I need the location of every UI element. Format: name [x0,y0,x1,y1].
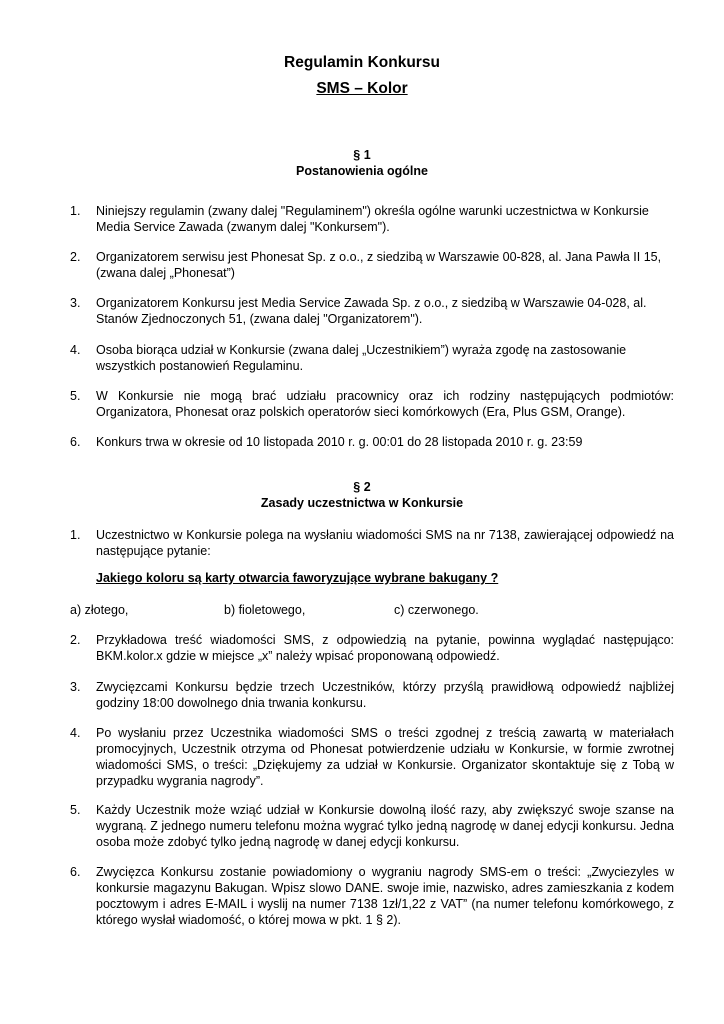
item-text: W Konkursie nie mogą brać udziału pracownicy oraz ich rodziny następujących podmiotów: Organizatora, Phonesat oraz polskich operatorów sieci komórkowych (Era, Plus GSM, Orange). [96,389,674,419]
item-number: 2. [70,250,81,264]
section-2-heading: Zasady uczestnictwa w Konkursie [260,496,464,510]
s2-item-5 [70,802,674,850]
s1-item-3 [70,295,674,327]
item-number: 1. [70,528,81,542]
item-text: Niniejszy regulamin (zwany dalej "Regulaminem") określa ogólne warunki uczestnictwa w Konkursie Media Service Zawada (zwanym dalej "Konkursem"). [96,204,649,234]
item-number: 5. [70,803,81,817]
s2-item-2 [70,632,674,664]
item-number: 4. [70,343,81,357]
item-text: Uczestnictwo w Konkursie polega na wysłaniu wiadomości SMS na nr 7138, zawierającej odpowiedź na następujące pytanie: [96,528,674,558]
item-text: Konkurs trwa w okresie od 10 listopada 2010 r. g. 00:01 do 28 listopada 2010 r. g. 23:59 [96,435,583,449]
item-number: 3. [70,296,81,310]
s1-item-5 [70,388,674,420]
item-number: 4. [70,726,81,740]
item-text: Zwycięzca Konkursu zostanie powiadomiony o wygraniu nagrody SMS-em o treści: „Zwyciezyles w konkursie magazynu Bakugan. Wpisz slowo DANE. swoje imie, nazwisko, adres zamieszkania z kodem pocztowym i adres E-MAIL i wyslij na numer 7138 1zł/1,22 z VAT” (na numer telefonu komórkowego, z którego wysłał wiadomość, o której mowa w pkt. 1 § 2). [96,865,674,927]
item-text: Organizatorem Konkursu jest Media Service Zawada Sp. z o.o., z siedzibą w Warszawie 04-028, al. Stanów Zjednoczonych 51, (zwana dalej "Organizatorem"). [96,296,647,326]
item-number: 6. [70,435,81,449]
item-text: Przykładowa treść wiadomości SMS, z odpowiedzią na pytanie, powinna wyglądać następująco: BKM.kolor.x gdzie w miejsce „x” należy wpisać proponowaną odpowiedź. [96,633,674,663]
document-subtitle: SMS – Kolor [316,80,408,97]
contest-question: Jakiego koloru są karty otwarcia faworyzujące wybrane bakugany ? [96,571,499,585]
s2-item-1 [70,527,674,559]
s1-item-4 [70,342,674,374]
s1-item-1 [70,203,674,235]
item-text: Po wysłaniu przez Uczestnika wiadomości SMS o treści zgodnej z treścią zawartą w materiałach promocyjnych, Uczestnik otrzyma od Phonesat potwierdzenie udziału w Konkursie, w formie zwrotnej wiadomości SMS, o treści: „Dziękujemy za udział w Konkursie. Organizator skontaktuje się z Tobą w przypadku wygrania nagrody”. [96,726,674,788]
document-title: Regulamin Konkursu [284,54,440,71]
item-text: Osoba biorąca udział w Konkursie (zwana dalej „Uczestnikiem”) wyraża zgodę na zastosowanie wszystkich postanowień Regulaminu. [96,343,627,373]
section-1-heading: Postanowienia ogólne [296,164,428,178]
item-text: Każdy Uczestnik może wziąć udział w Konkursie dowolną ilość razy, aby zwiększyć swoje szanse na wygraną. Z jednego numeru telefonu można wygrać tylko jedną nagrodę w danej edycji konkursu. Jedna osoba może zdobyć tylko jedną nagrodę w danej edycji konkursu. [96,803,674,849]
option-a: a) złotego, [70,603,129,617]
s1-item-2 [70,249,674,281]
item-text: Organizatorem serwisu jest Phonesat Sp. z o.o., z siedzibą w Warszawie 00-828, al. Jana Pawła II 15, (zwana dalej „Phonesat”) [96,250,662,280]
section-1-mark: § 1 [353,148,371,162]
option-c: c) czerwonego. [394,603,479,617]
s2-item-6 [70,864,674,928]
section-2-mark: § 2 [353,480,371,494]
item-number: 5. [70,389,81,403]
item-text: Zwycięzcami Konkursu będzie trzech Uczestników, którzy przyślą prawidłową odpowiedź najbliżej godziny 18:00 dowolnego dnia trwania konkursu. [96,680,674,710]
item-number: 1. [70,204,81,218]
s2-item-3 [70,679,674,711]
item-number: 2. [70,633,81,647]
item-number: 3. [70,680,81,694]
s2-item-4 [70,725,674,789]
s1-item-6 [70,434,674,450]
item-number: 6. [70,865,81,879]
option-b: b) fioletowego, [224,603,306,617]
